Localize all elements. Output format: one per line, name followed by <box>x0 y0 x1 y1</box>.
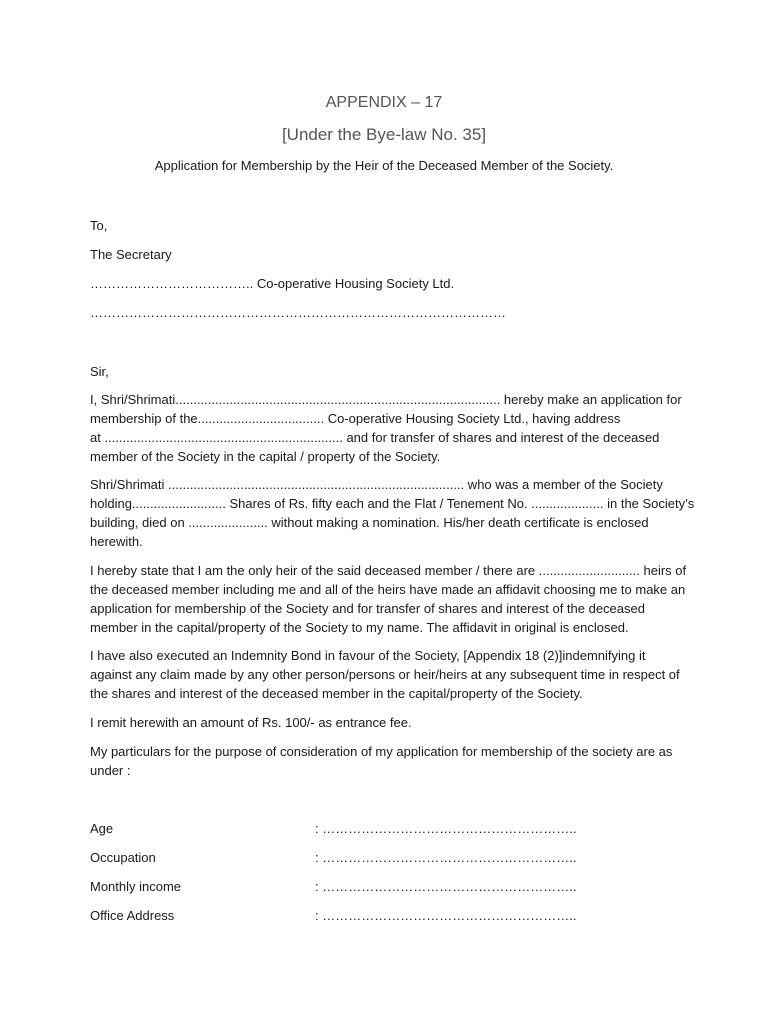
paragraph-line: holding.......................... Shares of Rs. fifty each and the Flat / Tenement No. .................... in the Society’s <box>90 496 695 511</box>
paragraph-line: member in the capital/property of the Society to my name. The affidavit in original is enclosed. <box>90 620 629 635</box>
paragraph-indemnity <box>90 646 686 703</box>
paragraph-deceased-member <box>90 475 695 551</box>
particular-label: Occupation <box>90 850 156 865</box>
paragraph-line: the deceased member including me and all of the heirs have made an affidavit choosing me to make an <box>90 582 686 597</box>
particular-value: : ………………………………………………….. <box>315 879 577 894</box>
particular-label: Monthly income <box>90 879 182 894</box>
paragraph-particulars-intro <box>90 742 686 780</box>
paragraph-line: I have also executed an Indemnity Bond in favour of the Society, [Appendix 18 (2)]indemnifying it <box>90 648 646 663</box>
bylaw-title: [Under the Bye-law No. 35] <box>281 125 487 144</box>
paragraph-line: application for membership of the Society and for transfer of shares and interest of the deceased <box>90 601 645 616</box>
paragraph-line: building, died on ...................... without making a nomination. His/her death certificate is enclosed <box>90 515 649 530</box>
paragraph-line: I remit herewith an amount of Rs. 100/- as entrance fee. <box>90 715 412 730</box>
paragraph-line: member of the Society in the capital / property of the Society. <box>90 449 441 464</box>
appendix-title: APPENDIX – 17 <box>325 94 443 111</box>
address-recipient: The Secretary <box>90 247 172 262</box>
paragraph-line: under : <box>90 763 131 778</box>
document-subject: Application for Membership by the Heir of the Deceased Member of the Society. <box>154 158 614 173</box>
salutation: Sir, <box>90 364 109 379</box>
address-society-line: ……………………………….. Co-operative Housing Society Ltd. <box>90 276 455 291</box>
paragraph-heir-statement <box>90 561 686 637</box>
particular-value: : ………………………………………………….. <box>315 850 577 865</box>
paragraph-line: My particulars for the purpose of consideration of my application for membership of the society are as <box>90 744 673 759</box>
paragraph-line: against any claim made by any other person/persons or heir/heirs at any subsequent time in respect of <box>90 667 680 682</box>
address-line: …………………………………………………………………………………… <box>90 305 506 320</box>
paragraph-line: membership of the................................... Co-operative Housing Society Ltd., having address <box>90 411 621 426</box>
paragraph-line: I, Shri/Shrimati.......................................................................................... hereby make an application for <box>90 392 682 407</box>
particular-value: : ………………………………………………….. <box>315 908 577 923</box>
paragraph-application <box>90 390 686 466</box>
particular-label: Office Address <box>90 908 175 923</box>
paragraph-line: at .................................................................. and for transfer of shares and interest of the deceased <box>90 430 660 445</box>
paragraph-line: the shares and interest of the deceased member in the capital/property of the Society. <box>90 686 583 701</box>
particular-value: : ………………………………………………….. <box>315 821 577 836</box>
particular-label: Age <box>90 821 114 836</box>
paragraph-line: I hereby state that I am the only heir of the said deceased member / there are ............................ heirs of <box>90 563 687 578</box>
paragraph-line: Shri/Shrimati .................................................................................. who was a member of the Society <box>90 477 663 492</box>
paragraph-entrance-fee <box>90 713 686 732</box>
paragraph-line: herewith. <box>90 534 143 549</box>
address-to: To, <box>90 218 108 233</box>
